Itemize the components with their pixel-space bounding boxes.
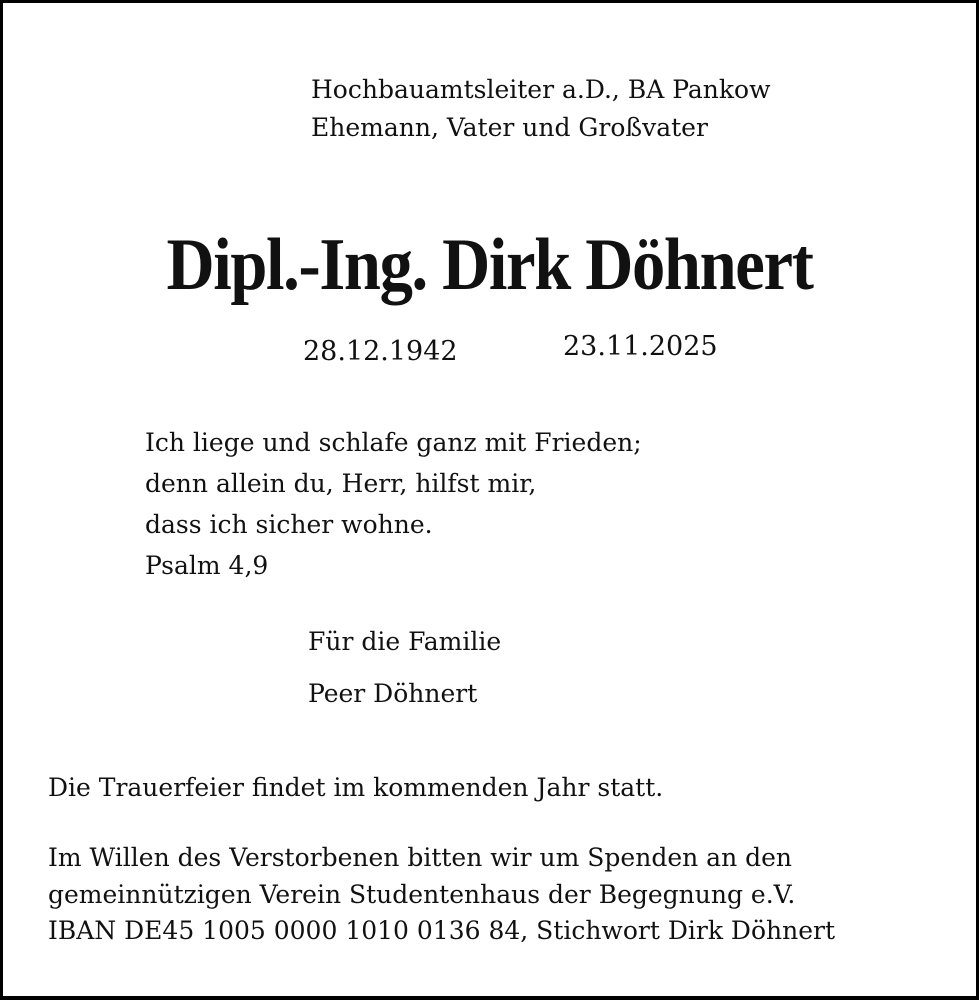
- family-role-line: Ehemann, Vater und Großvater: [311, 113, 708, 142]
- verse-line: Ich liege und schlafe ganz mit Frieden;: [145, 428, 642, 457]
- verse-line: dass ich sicher wohne.: [145, 510, 433, 539]
- verse-source: Psalm 4,9: [145, 551, 269, 580]
- donation-line: gemeinnützigen Verein Studentenhaus der Begegnung e.V.: [48, 880, 796, 909]
- signature-intro: Für die Familie: [308, 627, 502, 656]
- occupation-line: Hochbauamtsleiter a.D., BA Pankow: [311, 75, 771, 104]
- death-date: 23.11.2025: [563, 331, 718, 362]
- donation-iban-line: IBAN DE45 1005 0000 1010 0136 84, Stichwort Dirk Döhnert: [48, 916, 835, 945]
- signature-name: Peer Döhnert: [308, 679, 478, 708]
- donation-line: Im Willen des Verstorbenen bitten wir um Spenden an den: [48, 843, 793, 872]
- verse-line: denn allein du, Herr, hilfst mir,: [145, 469, 537, 498]
- birth-date: 28.12.1942: [303, 336, 458, 367]
- deceased-name: Dipl.-Ing. Dirk Döhnert: [166, 224, 813, 306]
- funeral-note: Die Trauerfeier findet im kommenden Jahr statt.: [48, 773, 664, 802]
